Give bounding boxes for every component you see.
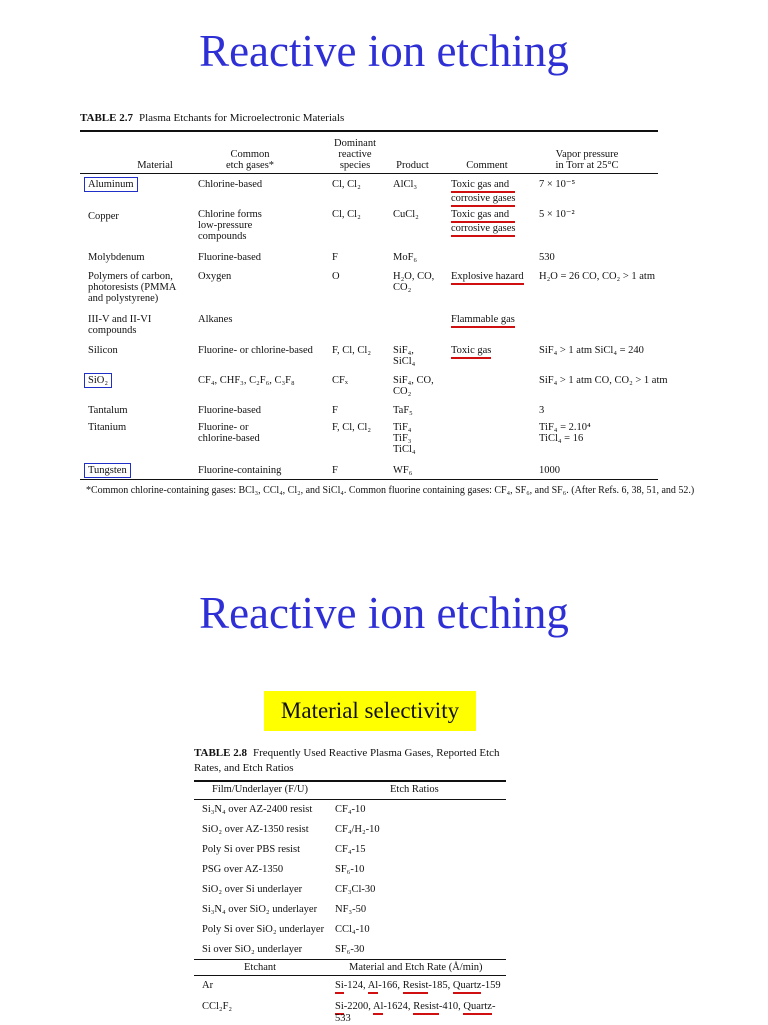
cell-species: O [332,271,340,282]
cell-product: TiF₄ TiF₃ TiCl₄ [393,422,416,455]
cell-film: Si₃N₄ over AZ-2400 resist [202,804,313,815]
cell-product: MoF₆ [393,252,418,263]
cell-etchant: CCl₂F₂ [202,1001,233,1012]
cell-etchant: Ar [202,980,214,991]
table-rule [194,780,506,782]
cell-film: Poly Si over PBS resist [202,844,301,855]
cell-product: TaF₅ [393,405,413,416]
cell-species: CFₓ [332,375,348,386]
cell-material [88,375,112,386]
cell-product: WF₆ [393,465,413,476]
slide-title-1: Reactive ion etching [199,26,569,76]
cell-species: F, Cl, Cl₂ [332,345,372,356]
cell-rates: Si-124, Al-166, Resist-185, Quartz-159 [335,980,501,992]
cell-product: SiF₄, SiCl₄ [393,345,416,367]
cell-ratio: CCl₄-10 [335,924,370,935]
cell-vapor: SiF₄ > 1 atm CO, CO₂ > 1 atm [539,375,668,386]
header-species: Dominant reactive species [334,138,376,171]
header-comment: Comment [466,160,508,171]
highlight-box: Tungsten [84,463,131,478]
table-label: TABLE 2.7 [80,112,133,124]
cell-species: F [332,405,338,416]
header-rule [80,173,658,174]
cell-material: III-V and II-VI compounds [88,314,152,336]
table-caption [80,112,344,124]
cell-species: F [332,252,338,263]
cell-vapor: 5 × 10⁻² [539,209,575,220]
cell-material: Silicon [88,345,118,356]
cell-gases: Alkanes [198,314,233,325]
header-rule [194,975,506,976]
table-title: Plasma Etchants for Microelectronic Materials [138,112,345,124]
cell-material: Copper [88,211,119,222]
cell-product: H₂O, CO, CO₂ [393,271,435,293]
cell-product: SiF₄, CO, CO₂ [393,375,434,397]
cell-vapor: H₂O = 26 CO, CO₂ > 1 atm [539,271,655,282]
cell-gases: Fluorine-based [198,405,261,416]
cell-vapor: 7 × 10⁻⁵ [539,179,576,190]
header-etch-ratios: Etch Ratios [390,784,439,795]
cell-gases: CF₄, CHF₃, C₂F₆, C₃F₈ [198,375,295,386]
cell-gases: Oxygen [198,271,232,282]
cell-rates: Si-2200, Al-1624, Resist-410, Quartz- 533 [335,1001,496,1024]
cell-vapor: TiF₄ = 2.10⁴ TiCl₄ = 16 [539,422,591,444]
slide-title-2: Reactive ion etching [199,588,569,638]
header-material: Material [137,160,173,171]
cell-ratio: SF₆-30 [335,944,365,955]
cell-ratio: CF₃Cl-30 [335,884,376,895]
cell-gases: Fluorine-based [198,252,261,263]
cell-ratio: CF₄-15 [335,844,366,855]
cell-comment: Toxic gas and corrosive gases [451,179,515,207]
header-etchant: Etchant [244,962,277,973]
cell-material: Molybdenum [88,252,145,263]
cell-gases: Fluorine- or chlorine-based [198,345,313,356]
table-rule [80,130,658,132]
cell-vapor: 530 [539,252,555,263]
cell-material [88,179,138,190]
cell-vapor: 3 [539,405,545,416]
cell-comment: Flammable gas [451,314,515,325]
header-film: Film/Underlayer (F/U) [212,784,308,795]
cell-gases: Chlorine-based [198,179,263,190]
cell-gases: Fluorine-containing [198,465,282,476]
highlight-box: Aluminum [84,177,138,192]
cell-species: F, Cl, Cl₂ [332,422,372,433]
cell-film: SiO₂ over AZ-1350 resist [202,824,309,835]
cell-film: Poly Si over SiO₂ underlayer [202,924,325,935]
cell-vapor: SiF₄ > 1 atm SiCl₄ = 240 [539,345,644,356]
header-etch-rate: Material and Etch Rate (Å/min) [349,962,483,973]
material-selectivity-label: Material selectivity [264,691,476,731]
cell-film: Si over SiO₂ underlayer [202,944,303,955]
cell-comment: Explosive hazard [451,271,524,282]
cell-vapor: 1000 [539,465,560,476]
cell-ratio: CF₄/H₂-10 [335,824,380,835]
cell-film: SiO₂ over Si underlayer [202,884,303,895]
cell-comment: Toxic gas [451,345,491,356]
cell-product: AlCl₃ [393,179,418,190]
cell-gases: Chlorine forms low-pressure compounds [198,209,262,242]
cell-material [88,465,131,476]
cell-species: Cl, Cl₂ [332,179,361,190]
section-rule [194,959,506,960]
cell-species: Cl, Cl₂ [332,209,361,220]
cell-ratio: SF₆-10 [335,864,365,875]
cell-material: Tantalum [88,405,128,416]
cell-film: PSG over AZ-1350 [202,864,284,875]
table-label: TABLE 2.8 [194,747,247,759]
header-rule [194,799,506,800]
cell-product: CuCl₂ [393,209,419,220]
cell-film: Si₃N₄ over SiO₂ underlayer [202,904,318,915]
cell-species: F [332,465,338,476]
table-caption: TABLE 2.8 Frequently Used Reactive Plasma Gases, Reported Etch Rates, and Etch Ratios [194,747,500,774]
footer-rule [80,479,658,480]
highlight-box: SiO₂ [84,373,112,388]
header-etch-gases: Common etch gases* [225,149,275,171]
header-vapor-pressure: Vapor pressure in Torr at 25°C [555,149,619,171]
cell-material: Titanium [88,422,127,433]
header-product: Product [396,160,429,171]
cell-ratio: CF₄-10 [335,804,366,815]
cell-ratio: NF₃-50 [335,904,367,915]
table-footnote: *Common chlorine-containing gases: BCl₃, CCl₄, Cl₂, and SiCl₄. Common fluorine containing gases: CF₄, SF₆, and SF₆. (After Refs. 6, 38, 51, and 52.) [86,485,695,496]
cell-comment: Toxic gas and corrosive gases [451,209,515,237]
cell-gases: Fluorine- or chlorine-based [198,422,260,444]
cell-material: Polymers of carbon, photoresists (PMMA and polystyrene) [88,271,177,304]
